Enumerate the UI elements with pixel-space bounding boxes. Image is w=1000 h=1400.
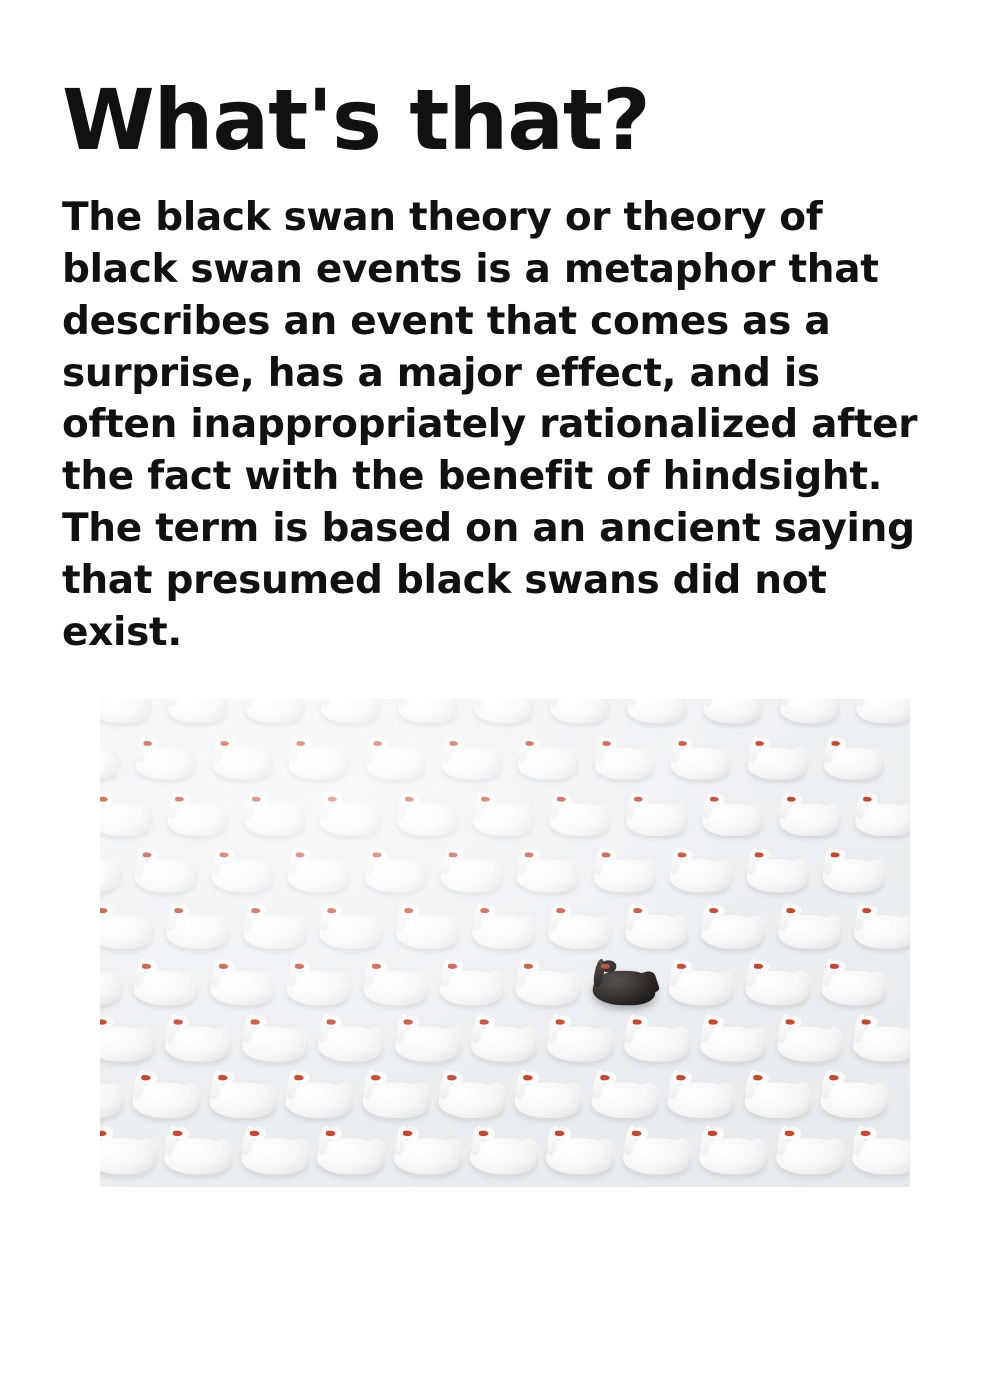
swan-beak — [219, 852, 228, 857]
white-swan-figure — [100, 846, 123, 897]
swan-beak — [863, 797, 872, 802]
swan-beak — [755, 741, 764, 746]
swan-body — [322, 699, 379, 723]
white-swan-figure — [100, 1068, 126, 1122]
swan-beak — [754, 852, 763, 857]
swan-beak — [524, 964, 533, 969]
swan-beak — [100, 1131, 107, 1137]
swan-beak — [632, 1020, 641, 1025]
white-swan-figure — [511, 734, 580, 783]
white-swan-figure — [619, 790, 690, 840]
white-swan-figure — [538, 1124, 617, 1179]
swan-beak — [710, 797, 719, 802]
swan-beak — [601, 852, 610, 857]
white-swan-figure — [617, 901, 690, 953]
swan-beak — [371, 1075, 381, 1081]
swan-beak — [250, 1131, 260, 1137]
white-swan-figure — [696, 699, 764, 727]
white-swan-figure — [815, 846, 887, 897]
swan-beak — [831, 741, 840, 746]
white-swan-figure — [434, 734, 503, 783]
swan-beak — [678, 852, 687, 857]
white-swan-figure — [664, 734, 733, 783]
swan-beak — [632, 1131, 642, 1137]
white-swan-figure — [586, 846, 658, 897]
black-swan-figure — [584, 957, 659, 1010]
white-swan-figure — [100, 699, 153, 727]
swan-beak — [373, 741, 382, 746]
swan-body — [551, 699, 608, 723]
white-swan-figure — [507, 1068, 584, 1122]
swan-beak — [372, 852, 381, 857]
swan-beak — [405, 797, 414, 802]
white-swan-figure — [508, 957, 583, 1010]
swan-beak — [679, 741, 688, 746]
swan-beak — [633, 908, 642, 913]
white-swan-figure — [127, 846, 199, 897]
white-swan-figure — [849, 699, 910, 727]
white-swan-figure — [814, 957, 889, 1010]
white-swan-figure — [100, 734, 122, 783]
white-swan-figure — [100, 957, 124, 1010]
white-swan-figure — [235, 901, 308, 953]
swan-beak — [753, 1075, 763, 1081]
white-swan-figure — [816, 734, 885, 783]
white-swan-figure — [161, 699, 229, 727]
white-swan-figure — [542, 790, 613, 840]
white-swan-figure — [846, 901, 910, 953]
white-swan-figure — [692, 1013, 768, 1066]
swan-beak — [141, 1075, 151, 1081]
swan-beak — [447, 1075, 457, 1081]
white-swan-figure — [662, 846, 734, 897]
white-swan-figure — [126, 957, 201, 1010]
white-swan-figure — [281, 734, 350, 783]
swan-body — [100, 1139, 154, 1175]
white-swan-figure — [543, 699, 611, 727]
swan-beak — [677, 964, 686, 969]
white-swan-figure — [740, 734, 809, 783]
swan-beak — [142, 964, 151, 969]
white-swan-figure — [125, 1068, 202, 1122]
white-swan-figure — [100, 1124, 158, 1179]
white-swan-figure — [695, 790, 766, 840]
white-swan-figure — [587, 734, 656, 783]
white-swan-figure — [432, 957, 507, 1010]
white-swan-figure — [844, 1124, 910, 1179]
white-swan-figure — [620, 699, 688, 727]
swan-beak — [175, 797, 184, 802]
swan-beak — [449, 852, 458, 857]
white-swan-figure — [160, 790, 231, 840]
white-swan-figure — [773, 699, 841, 727]
swan-beak — [296, 852, 305, 857]
swan-beak — [326, 1131, 336, 1137]
white-swan-figure — [464, 901, 537, 953]
swan-beak — [787, 797, 796, 802]
swan-beak — [404, 908, 413, 913]
swan-body — [100, 699, 149, 723]
white-swan-figure — [391, 699, 459, 727]
white-swan-figure — [310, 1013, 386, 1066]
swan-beak — [480, 908, 489, 913]
white-swan-figure — [769, 1013, 845, 1066]
swan-body — [398, 699, 455, 723]
swan-body — [169, 699, 226, 723]
white-swan-figure — [736, 1068, 813, 1122]
swan-beak — [601, 964, 610, 969]
white-swan-figure — [848, 790, 910, 840]
swan-beak — [862, 908, 871, 913]
white-swan-figure — [129, 734, 198, 783]
white-swan-figure — [280, 846, 352, 897]
white-swan-figure — [661, 957, 736, 1010]
white-swan-figure — [771, 790, 842, 840]
swan-grid — [100, 699, 910, 1187]
white-swan-figure — [205, 734, 274, 783]
white-swan-figure — [100, 1013, 157, 1066]
white-swan-figure — [463, 1013, 539, 1066]
swan-beak — [327, 1020, 336, 1025]
swan-beak — [220, 741, 229, 746]
white-swan-figure — [354, 1068, 431, 1122]
swan-beak — [600, 1075, 610, 1081]
black-swan-photo — [100, 699, 910, 1187]
white-swan-figure — [234, 1013, 310, 1066]
swan-beak — [252, 797, 261, 802]
page-title: What's that? — [62, 71, 650, 169]
swan-beak — [144, 741, 153, 746]
swan-beak — [526, 741, 535, 746]
swan-beak — [754, 964, 763, 969]
swan-beak — [525, 852, 534, 857]
white-swan-figure — [389, 790, 460, 840]
white-swan-figure — [159, 901, 232, 953]
white-swan-figure — [314, 699, 382, 727]
white-swan-figure — [694, 901, 767, 953]
swan-beak — [602, 741, 611, 746]
swan-beak — [557, 908, 566, 913]
swan-beak — [708, 1131, 718, 1137]
swan-beak — [480, 1020, 489, 1025]
swan-beak — [143, 852, 152, 857]
swan-beak — [218, 1075, 228, 1081]
swan-beak — [297, 741, 306, 746]
white-swan-figure — [279, 957, 354, 1010]
white-swan-figure — [539, 1013, 615, 1066]
white-swan-figure — [615, 1124, 694, 1179]
white-swan-figure — [770, 901, 843, 953]
white-swan-figure — [583, 1068, 660, 1122]
white-swan-figure — [462, 1124, 541, 1179]
swan-beak — [100, 797, 108, 802]
swan-body — [100, 915, 152, 949]
body-paragraph: The black swan theory or theory of black swan events is a metaphor that describes an event that comes as a surprise, has a major effect, and is often inappropriately rationalized after the fact with the benefit of hindsight. The term is based on an ancient saying that presumed black swans did not exist. — [62, 195, 918, 655]
swan-beak — [786, 908, 795, 913]
swan-beak — [785, 1020, 794, 1025]
white-swan-figure — [739, 846, 811, 897]
swan-beak — [524, 1075, 534, 1081]
swan-beak — [295, 964, 304, 969]
swan-beak — [371, 964, 380, 969]
swan-body — [704, 699, 761, 723]
white-swan-figure — [385, 1124, 464, 1179]
white-swan-figure — [430, 1068, 507, 1122]
white-swan-figure — [238, 699, 306, 727]
swan-beak — [479, 1131, 489, 1137]
swan-beak — [403, 1020, 412, 1025]
white-swan-figure — [313, 790, 384, 840]
swan-body — [627, 699, 684, 723]
white-swan-figure — [100, 790, 154, 840]
white-swan-figure — [616, 1013, 692, 1066]
white-swan-figure — [312, 901, 385, 953]
swan-beak — [709, 1020, 718, 1025]
white-swan-figure — [845, 1013, 910, 1066]
swan-beak — [219, 964, 228, 969]
swan-body — [100, 1027, 153, 1062]
white-swan-figure — [467, 699, 535, 727]
swan-beak — [251, 908, 260, 913]
swan-beak — [830, 964, 839, 969]
swan-body — [780, 699, 837, 723]
white-swan-figure — [100, 901, 156, 953]
swan-beak — [175, 908, 184, 913]
swan-beak — [862, 1020, 871, 1025]
white-swan-figure — [691, 1124, 770, 1179]
swan-beak — [328, 797, 337, 802]
swan-body — [245, 699, 302, 723]
white-swan-figure — [357, 846, 429, 897]
swan-beak — [558, 797, 567, 802]
white-swan-figure — [358, 734, 427, 783]
white-swan-figure — [309, 1124, 388, 1179]
swan-beak — [710, 908, 719, 913]
swan-beak — [829, 1075, 839, 1081]
white-swan-figure — [157, 1013, 233, 1066]
white-swan-figure — [204, 846, 276, 897]
swan-body — [474, 699, 531, 723]
swan-beak — [250, 1020, 259, 1025]
white-swan-figure — [202, 957, 277, 1010]
swan-beak — [785, 1131, 795, 1137]
white-swan-figure — [660, 1068, 737, 1122]
swan-beak — [861, 1131, 871, 1137]
white-swan-figure — [812, 1068, 889, 1122]
white-swan-figure — [236, 790, 307, 840]
white-swan-figure — [232, 1124, 311, 1179]
swan-beak — [100, 1020, 107, 1025]
white-swan-figure — [737, 957, 812, 1010]
swan-beak — [555, 1131, 565, 1137]
swan-beak — [481, 797, 490, 802]
white-swan-figure — [466, 790, 537, 840]
swan-beak — [174, 1020, 183, 1025]
swan-beak — [173, 1131, 183, 1137]
swan-beak — [328, 908, 337, 913]
swan-body — [100, 803, 151, 836]
white-swan-figure — [388, 901, 461, 953]
white-swan-figure — [201, 1068, 278, 1122]
swan-beak — [402, 1131, 412, 1137]
white-swan-figure — [767, 1124, 846, 1179]
swan-beak — [634, 797, 643, 802]
white-swan-figure — [355, 957, 430, 1010]
swan-beak — [831, 852, 840, 857]
swan-beak — [676, 1075, 686, 1081]
swan-beak — [294, 1075, 304, 1081]
swan-beak — [449, 741, 458, 746]
swan-beak — [448, 964, 457, 969]
white-swan-figure — [277, 1068, 354, 1122]
white-swan-figure — [541, 901, 614, 953]
white-swan-figure — [387, 1013, 463, 1066]
white-swan-figure — [156, 1124, 235, 1179]
swan-beak — [100, 908, 107, 913]
swan-beak — [556, 1020, 565, 1025]
white-swan-figure — [433, 846, 505, 897]
white-swan-figure — [509, 846, 581, 897]
